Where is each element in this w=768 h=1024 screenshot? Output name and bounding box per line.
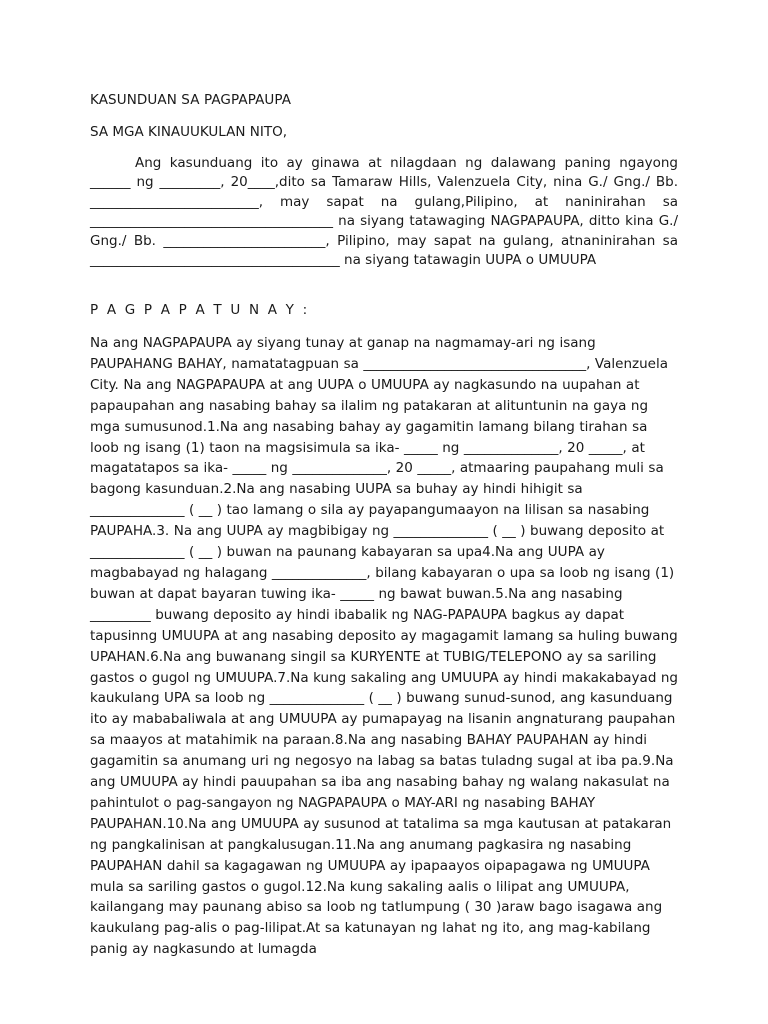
intro-paragraph: Ang kasunduang ito ay ginawa at nilagdaan ng dalawang paning ngayong ______ ng _________, 20____,dito sa Tamaraw Hills, Valenzuela City, nina G./ Gng./ Bb. _________________________, may sapat na gulang,Pilipino, at naninirahan sa ____________________________________ na siyang tatawaging NAGPAPAUPA, ditto kina G./ Gng./ Bb. ________________________, Pilipino, may sapat na gulang, atnaninirahan sa _____________________________________ na siyang tatawagin UUPA o UMUUPA (90, 155, 678, 269)
body-paragraph: Na ang NAGPAPAUPA ay siyang tunay at ganap na nagmamay-ari ng isang PAUPAHANG BAHAY, namatatagpuan sa _________________________________, Valenzuela City. Na ang NAGPAPAUPA at ang UUPA o UMUUPA ay nagkasundo na uupahan at papaupahan ang nasabing bahay sa ilalim ng patakaran at alituntunin na gaya ng mga sumusunod.1.Na ang nasabing bahay ay gagamitin lamang bilang tirahan sa loob ng isang (1) taon na magsisimula sa ika- _____ ng ______________, 20 _____, at magatatapos sa ika- _____ ng ______________, 20 _____, atmaaring paupahang muli sa bagong kasunduan.2.Na ang nasabing UUPA sa buhay ay hindi hihigit sa ______________ ( __ ) tao lamang o sila ay payapangumaayon na lilisan sa nasabing PAUPAHA.3. Na ang UUPA ay magbibigay ng ______________ ( __ ) buwang deposito at ______________ ( __ ) buwan na paunang kabayaran sa upa4.Na ang UUPA ay magbabayad ng halagang ______________, bilang kabayaran o upa sa loob ng isang (1) buwan at dapat bayaran tuwing ika- _____ ng bawat buwan.5.Na ang nasabing _________ buwang deposito ay hindi ibabalik ng NAG-PAPAUPA bagkus ay dapat tapusinng UMUUPA at ang nasabing deposito ay magagamit lamang sa huling buwang UPAHAN.6.Na ang buwanang singil sa KURYENTE at TUBIG/TELEPONO ay sa sariling gastos o gugol ng UMUUPA.7.Na kung sakaling ang UMUUPA ay hindi makakabayad ng kaukulang UPA sa loob ng ______________ ( __ ) buwang sunud-sunod, ang kasunduang ito ay mababaliwala at ang UMUUPA ay pumapayag na lisanin angnaturang paupahan sa maayos at matahimik na paraan.8.Na ang nasabing BAHAY PAUPAHAN ay hindi gagamitin sa anumang uri ng negosyo na labag sa batas tuladng sugal at iba pa.9.Na ang UMUUPA ay hindi pauupahan sa iba ang nasabing bahay ng walang nakasulat na pahintulot o pag-sangayon ng NAGPAPAUPA o MAY-ARI ng nasabing BAHAY PAUPAHAN.10.Na ang UMUUPA ay susunod at tatalima sa mga kautusan at patakaran ng pangkalinisan at pangkalusugan.11.Na ang anumang pagkasira ng nasabing PAUPAHAN dahil sa kagagawan ng UMUUPA ay ipapaayos oipapagawa ng UMUUPA mula sa sariling gastos o gugol.12.Na kung sakaling aalis o lilipat ang UMUUPA, kailangang may paunang abiso sa loob ng tatlumpung ( 30 )araw bago isagawa ang kaukulang pag-alis o pag-lilipat.At sa katunayan ng lahat ng ito, ang mag-kabilang panig ay nagkasundo at lumagda (90, 335, 679, 958)
section-heading: P A G P A P A T U N A Y : (90, 302, 310, 318)
salutation: SA MGA KINAUUKULAN NITO, (90, 124, 287, 140)
document-title: KASUNDUAN SA PAGPAPAUPA (90, 92, 292, 108)
